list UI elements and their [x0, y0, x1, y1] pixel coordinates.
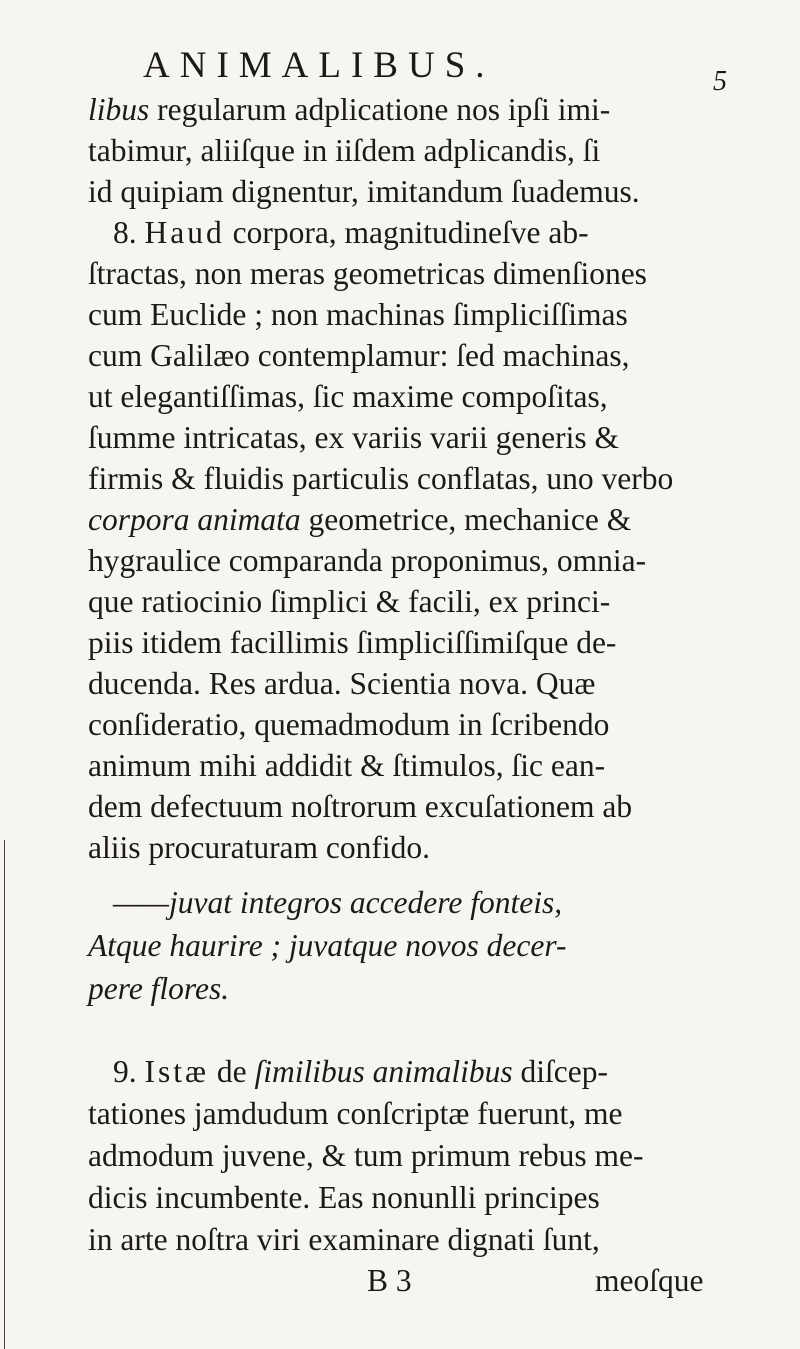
- text-line: id quipiam dignentur, imitandum ſuademus.: [88, 174, 640, 209]
- text-line: que ratiocinio ſimplici & facili, ex princi-: [88, 584, 611, 619]
- section-number: 9.: [113, 1054, 145, 1089]
- text-line: ut elegantiſſimas, ſic maxime compoſitas,: [88, 379, 608, 414]
- text-line: in arte noſtra viri examinare dignati ſunt,: [88, 1222, 600, 1257]
- running-head: ANIMALIBUS.: [143, 45, 495, 86]
- text-line: admodum juvene, & tum primum rebus me-: [88, 1138, 644, 1173]
- text-span: regularum adplicatione nos ipſi imi-: [149, 92, 611, 127]
- verse-line: pere flores.: [88, 971, 230, 1006]
- text-line: conſideratio, quemadmodum in ſcribendo: [88, 707, 610, 742]
- text-line: [113, 214, 589, 252]
- signature-mark: B 3: [367, 1263, 412, 1298]
- text-span: corpora, magnitudineſve ab-: [224, 215, 589, 250]
- text-line: dem defectuum noſtrorum excuſationem ab: [88, 789, 633, 824]
- catchword: meoſque: [595, 1263, 704, 1298]
- text-line: tabimur, aliiſque in iiſdem adplicandis, ſi: [88, 133, 601, 168]
- text-line: [88, 501, 631, 539]
- small-caps-word: Istæ: [144, 1054, 210, 1089]
- text-span: diſcep-: [512, 1054, 608, 1089]
- verse-line: ——juvat integros accedere fonteis,: [113, 885, 563, 920]
- text-line: [113, 1053, 608, 1091]
- text-line: ſumme intricatas, ex variis varii generis &: [88, 420, 619, 455]
- text-line: animum mihi addidit & ſtimulos, ſic ean-: [88, 748, 606, 783]
- text-span: geometrice, mechanice &: [300, 502, 632, 537]
- page-number: 5: [713, 66, 727, 97]
- text-line: firmis & fluidis particulis conflatas, uno verbo: [88, 461, 674, 496]
- text-span: de: [209, 1054, 255, 1089]
- italic-phrase: corpora animata: [88, 502, 301, 537]
- text-line: dicis incumbente. Eas nonunlli principes: [88, 1180, 600, 1215]
- text-line: cum Euclide ; non machinas ſimpliciſſimas: [88, 297, 628, 332]
- text-line: ſtractas, non meras geometricas dimenſiones: [88, 256, 647, 291]
- text-line: tationes jamdudum conſcriptæ fuerunt, me: [88, 1096, 623, 1131]
- text-line: piis itidem facillimis ſimpliciſſimiſque de-: [88, 625, 617, 660]
- section-number: 8.: [113, 215, 145, 250]
- text-line: [88, 91, 610, 129]
- small-caps-word: Haud: [144, 215, 225, 250]
- verse-line: Atque haurire ; juvatque novos decer-: [88, 928, 567, 963]
- italic-word: libus: [88, 92, 150, 127]
- text-line: cum Galilæo contemplamur: ſed machinas,: [88, 338, 630, 373]
- text-line: hygraulice comparanda proponimus, omnia-: [88, 543, 647, 578]
- text-line: aliis procuraturam confido.: [88, 830, 431, 865]
- italic-phrase: ſimilibus animalibus: [254, 1054, 513, 1089]
- page-edge-shadow: [4, 840, 5, 1349]
- text-line: ducenda. Res ardua. Scientia nova. Quæ: [88, 666, 596, 701]
